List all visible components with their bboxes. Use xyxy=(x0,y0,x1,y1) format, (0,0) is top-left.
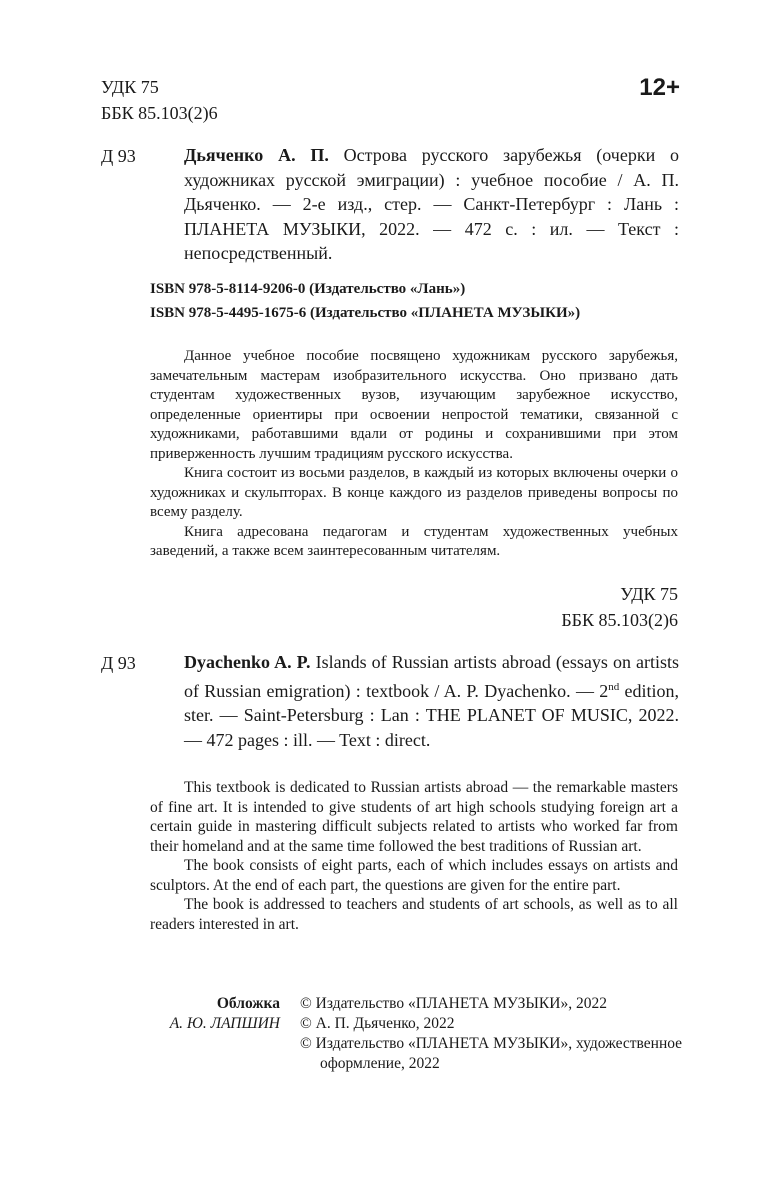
classification-block-top xyxy=(101,74,218,126)
abstract-en xyxy=(150,778,678,934)
copyright-line: © А. П. Дьяченко, 2022 xyxy=(300,1015,455,1032)
entry-text-en: Islands of Russian artists abroad (essays on artists of Russian emigration) : textbook / A. P. Dyachenko. — 2 xyxy=(184,652,680,701)
bibliographic-entry-ru xyxy=(184,143,679,266)
isbn-line: ISBN 978-5-8114-9206-0 (Издательство «Лань») xyxy=(150,281,466,297)
isbn-block xyxy=(150,277,580,325)
abstract-paragraph: The book consists of eight parts, each of which includes essays on artists and sculptors. At the end of each part, the questions are given for the entire part. xyxy=(150,857,678,894)
copyright-block xyxy=(300,994,690,1074)
bibliographic-entry-en xyxy=(184,650,679,752)
author-mark-en: Д 93 xyxy=(101,653,136,673)
abstract-ru xyxy=(150,347,678,562)
ordinal-suffix: nd xyxy=(608,680,620,693)
author-mark-ru: Д 93 xyxy=(101,146,136,166)
classification-block-right xyxy=(561,581,678,633)
udk-code: УДК 75 xyxy=(101,77,159,97)
cover-label: Обложка xyxy=(216,995,280,1012)
abstract-paragraph: This textbook is dedicated to Russian artists abroad — the remarkable masters of fine art. It is intended to give students of art high schools studying foreign art a certain guide in mastering difficult subjects related to artists who worked far from their homeland and at the same time followed the best traditions of Russian art. xyxy=(150,779,678,855)
abstract-paragraph: Данное учебное пособие посвящено художникам русского зарубежья, замечательным мастерам изобразительного искусства. Оно призвано дать студентам художественных вузов, изучающим зарубежное искусство, определенные ориентиры при освоении непростой тематики, связанной с художниками, работавшими вдали от родины и сохранившими при этом приверженность лучшим традициям русского искусства. xyxy=(150,348,678,462)
isbn-line: ISBN 978-5-4495-1675-6 (Издательство «ПЛАНЕТА МУЗЫКИ») xyxy=(150,305,581,321)
age-rating: 12+ xyxy=(639,74,680,101)
author-name-ru: Дьяченко А. П. xyxy=(184,145,329,165)
abstract-paragraph: The book is addressed to teachers and students of art schools, as well as to all readers interested in art. xyxy=(150,896,678,933)
copyright-line: © Издательство «ПЛАНЕТА МУЗЫКИ», 2022 xyxy=(300,995,607,1012)
author-name-en: Dyachenko A. P. xyxy=(184,652,311,672)
entry-text-ru: Острова русского зарубежья (очерки о художниках русской эмиграции) : учебное пособие / А. П. Дьяченко. — 2-е изд., стер. — Санкт-Петербург : Лань : ПЛАНЕТА МУЗЫКИ, 2022. — 472 с. : ил. — Текст : непосредственный. xyxy=(184,145,679,263)
cover-credit xyxy=(100,994,280,1034)
abstract-paragraph: Книга адресована педагогам и студентам художественных учебных заведений, а также всем заинтересованным читателям. xyxy=(150,523,678,559)
bbk-code: ББК 85.103(2)6 xyxy=(101,103,218,123)
udk-code: УДК 75 xyxy=(620,584,678,604)
entry-text-en-cont: edition, ster. — Saint-Petersburg : Lan : THE PLANET OF MUSIC, 2022. — 472 pages : ill. — Text : direct. xyxy=(184,680,680,750)
cover-designer: А. Ю. ЛАПШИН xyxy=(169,1015,280,1032)
copyright-line: © Издательство «ПЛАНЕТА МУЗЫКИ», художественное оформление, 2022 xyxy=(300,1035,683,1072)
bbk-code: ББК 85.103(2)6 xyxy=(561,610,678,630)
abstract-paragraph: Книга состоит из восьми разделов, в каждый из которых включены очерки о художниках и скульпторах. В конце каждого из разделов приведены вопросы по всему разделу. xyxy=(150,465,678,520)
